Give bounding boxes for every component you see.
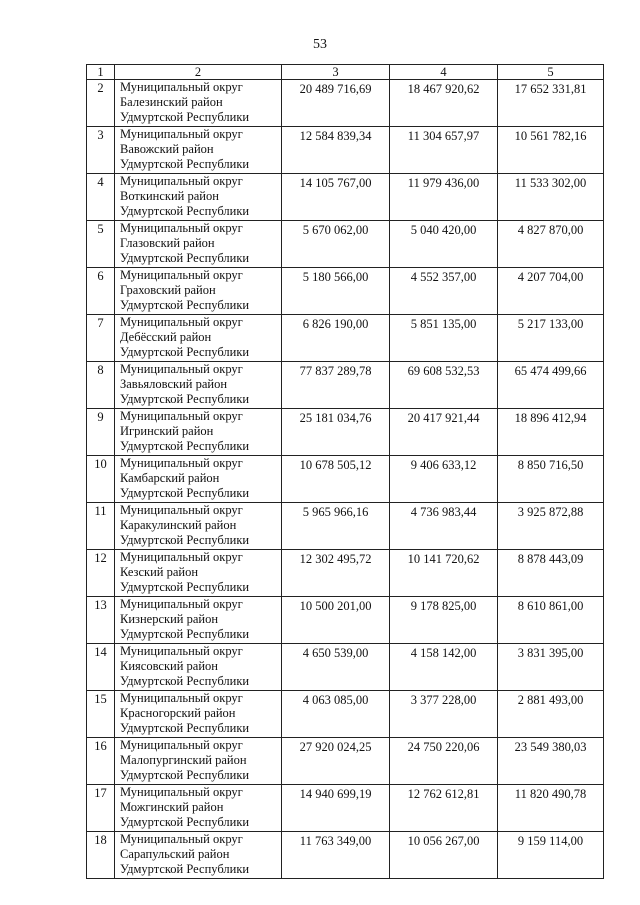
row-number: 3 xyxy=(87,127,115,174)
municipality-name-line: Удмуртской Республики xyxy=(120,627,250,641)
municipality-name-line: Удмуртской Республики xyxy=(120,862,250,876)
budget-table xyxy=(86,64,604,879)
column-header: 3 xyxy=(282,65,390,80)
amount-cell-col4: 11 304 657,97 xyxy=(390,127,498,174)
municipality-name-line: Вавожский район xyxy=(120,142,214,156)
municipality-name-line: Муниципальный округ xyxy=(120,691,243,705)
amount-cell-col5: 18 896 412,94 xyxy=(498,409,604,456)
amount-cell-col3: 12 584 839,34 xyxy=(282,127,390,174)
municipality-name-line: Кизнерский район xyxy=(120,612,219,626)
row-number: 13 xyxy=(87,597,115,644)
table-row xyxy=(87,644,604,691)
municipality-name-cell xyxy=(115,550,282,597)
municipality-name-line: Кезский район xyxy=(120,565,199,579)
amount-cell-col3: 27 920 024,25 xyxy=(282,738,390,785)
table-row xyxy=(87,785,604,832)
municipality-name-cell xyxy=(115,785,282,832)
municipality-name-line: Удмуртской Республики xyxy=(120,533,250,547)
municipality-name-line: Удмуртской Республики xyxy=(120,157,250,171)
table-row xyxy=(87,738,604,785)
column-header: 4 xyxy=(390,65,498,80)
amount-cell-col5: 3 925 872,88 xyxy=(498,503,604,550)
amount-cell-col4: 9 406 633,12 xyxy=(390,456,498,503)
amount-cell-col3: 5 670 062,00 xyxy=(282,221,390,268)
row-number: 11 xyxy=(87,503,115,550)
municipality-name-line: Удмуртской Республики xyxy=(120,298,250,312)
amount-cell-col4: 10 056 267,00 xyxy=(390,832,498,879)
amount-cell-col4: 18 467 920,62 xyxy=(390,80,498,127)
municipality-name-line: Муниципальный округ xyxy=(120,127,243,141)
amount-cell-col4: 4 552 357,00 xyxy=(390,268,498,315)
amount-cell-col4: 11 979 436,00 xyxy=(390,174,498,221)
municipality-name-line: Завьяловский район xyxy=(120,377,228,391)
municipality-name-line: Глазовский район xyxy=(120,236,215,250)
amount-cell-col3: 25 181 034,76 xyxy=(282,409,390,456)
municipality-name-line: Муниципальный округ xyxy=(120,409,243,423)
amount-cell-col5: 10 561 782,16 xyxy=(498,127,604,174)
municipality-name-cell xyxy=(115,738,282,785)
municipality-name-cell xyxy=(115,832,282,879)
table-row xyxy=(87,315,604,362)
amount-cell-col4: 4 736 983,44 xyxy=(390,503,498,550)
amount-cell-col5: 5 217 133,00 xyxy=(498,315,604,362)
amount-cell-col3: 14 105 767,00 xyxy=(282,174,390,221)
amount-cell-col4: 5 040 420,00 xyxy=(390,221,498,268)
row-number: 14 xyxy=(87,644,115,691)
amount-cell-col3: 6 826 190,00 xyxy=(282,315,390,362)
municipality-name-line: Камбарский район xyxy=(120,471,220,485)
row-number: 18 xyxy=(87,832,115,879)
municipality-name-line: Удмуртской Республики xyxy=(120,486,250,500)
table-row xyxy=(87,80,604,127)
page-number: 53 xyxy=(313,37,327,52)
amount-cell-col4: 3 377 228,00 xyxy=(390,691,498,738)
municipality-name-cell xyxy=(115,409,282,456)
table-row xyxy=(87,456,604,503)
municipality-name-line: Каракулинский район xyxy=(120,518,237,532)
amount-cell-col5: 8 850 716,50 xyxy=(498,456,604,503)
amount-cell-col4: 69 608 532,53 xyxy=(390,362,498,409)
municipality-name-cell xyxy=(115,691,282,738)
municipality-name-line: Удмуртской Республики xyxy=(120,439,250,453)
row-number: 2 xyxy=(87,80,115,127)
amount-cell-col3: 10 500 201,00 xyxy=(282,597,390,644)
amount-cell-col3: 14 940 699,19 xyxy=(282,785,390,832)
row-number: 12 xyxy=(87,550,115,597)
municipality-name-line: Сарапульский район xyxy=(120,847,230,861)
amount-cell-col5: 8 610 861,00 xyxy=(498,597,604,644)
amount-cell-col5: 17 652 331,81 xyxy=(498,80,604,127)
municipality-name-cell xyxy=(115,174,282,221)
amount-cell-col3: 10 678 505,12 xyxy=(282,456,390,503)
amount-cell-col4: 9 178 825,00 xyxy=(390,597,498,644)
municipality-name-cell xyxy=(115,503,282,550)
municipality-name-line: Муниципальный округ xyxy=(120,832,243,846)
municipality-name-line: Муниципальный округ xyxy=(120,456,243,470)
municipality-name-line: Игринский район xyxy=(120,424,214,438)
amount-cell-col3: 4 650 539,00 xyxy=(282,644,390,691)
table-row xyxy=(87,597,604,644)
municipality-name-cell xyxy=(115,315,282,362)
municipality-name-line: Муниципальный округ xyxy=(120,550,243,564)
municipality-name-line: Удмуртской Республики xyxy=(120,768,250,782)
municipality-name-line: Муниципальный округ xyxy=(120,785,243,799)
amount-cell-col3: 11 763 349,00 xyxy=(282,832,390,879)
municipality-name-line: Муниципальный округ xyxy=(120,268,243,282)
municipality-name-line: Красногорский район xyxy=(120,706,236,720)
amount-cell-col5: 8 878 443,09 xyxy=(498,550,604,597)
municipality-name-line: Балезинский район xyxy=(120,95,223,109)
row-number: 17 xyxy=(87,785,115,832)
municipality-name-line: Муниципальный округ xyxy=(120,174,243,188)
amount-cell-col4: 20 417 921,44 xyxy=(390,409,498,456)
table-row xyxy=(87,221,604,268)
table-row xyxy=(87,268,604,315)
municipality-name-line: Удмуртской Республики xyxy=(120,721,250,735)
column-header: 2 xyxy=(115,65,282,80)
municipality-name-line: Удмуртской Республики xyxy=(120,204,250,218)
municipality-name-line: Дебёсский район xyxy=(120,330,212,344)
municipality-name-line: Удмуртской Республики xyxy=(120,392,250,406)
amount-cell-col4: 4 158 142,00 xyxy=(390,644,498,691)
municipality-name-cell xyxy=(115,456,282,503)
municipality-name-line: Удмуртской Республики xyxy=(120,110,250,124)
municipality-name-line: Муниципальный округ xyxy=(120,738,243,752)
municipality-name-line: Удмуртской Республики xyxy=(120,345,250,359)
municipality-name-cell xyxy=(115,80,282,127)
amount-cell-col5: 65 474 499,66 xyxy=(498,362,604,409)
table-row xyxy=(87,832,604,879)
table-body xyxy=(87,65,604,879)
amount-cell-col3: 5 965 966,16 xyxy=(282,503,390,550)
row-number: 4 xyxy=(87,174,115,221)
amount-cell-col3: 20 489 716,69 xyxy=(282,80,390,127)
amount-cell-col3: 12 302 495,72 xyxy=(282,550,390,597)
table-row xyxy=(87,174,604,221)
amount-cell-col4: 24 750 220,06 xyxy=(390,738,498,785)
table-row xyxy=(87,362,604,409)
row-number: 6 xyxy=(87,268,115,315)
amount-cell-col4: 12 762 612,81 xyxy=(390,785,498,832)
column-header: 5 xyxy=(498,65,604,80)
municipality-name-line: Удмуртской Республики xyxy=(120,674,250,688)
municipality-name-cell xyxy=(115,644,282,691)
municipality-name-cell xyxy=(115,362,282,409)
municipality-name-line: Муниципальный округ xyxy=(120,315,243,329)
table-header-row xyxy=(87,65,604,80)
municipality-name-line: Удмуртской Республики xyxy=(120,251,250,265)
amount-cell-col5: 2 881 493,00 xyxy=(498,691,604,738)
municipality-name-cell xyxy=(115,127,282,174)
amount-cell-col5: 3 831 395,00 xyxy=(498,644,604,691)
row-number: 7 xyxy=(87,315,115,362)
municipality-name-cell xyxy=(115,221,282,268)
municipality-name-line: Муниципальный округ xyxy=(120,597,243,611)
municipality-name-line: Муниципальный округ xyxy=(120,362,243,376)
row-number: 10 xyxy=(87,456,115,503)
municipality-name-line: Можгинский район xyxy=(120,800,224,814)
column-header: 1 xyxy=(87,65,115,80)
amount-cell-col4: 10 141 720,62 xyxy=(390,550,498,597)
amount-cell-col5: 11 533 302,00 xyxy=(498,174,604,221)
row-number: 15 xyxy=(87,691,115,738)
amount-cell-col5: 23 549 380,03 xyxy=(498,738,604,785)
municipality-name-line: Воткинский район xyxy=(120,189,219,203)
amount-cell-col5: 4 827 870,00 xyxy=(498,221,604,268)
amount-cell-col4: 5 851 135,00 xyxy=(390,315,498,362)
municipality-name-cell xyxy=(115,268,282,315)
table-row xyxy=(87,550,604,597)
row-number: 5 xyxy=(87,221,115,268)
table-row xyxy=(87,691,604,738)
row-number: 16 xyxy=(87,738,115,785)
municipality-name-line: Малопургинский район xyxy=(120,753,247,767)
row-number: 9 xyxy=(87,409,115,456)
municipality-name-line: Муниципальный округ xyxy=(120,503,243,517)
amount-cell-col5: 11 820 490,78 xyxy=(498,785,604,832)
municipality-name-line: Киясовский район xyxy=(120,659,218,673)
amount-cell-col5: 4 207 704,00 xyxy=(498,268,604,315)
municipality-name-line: Граховский район xyxy=(120,283,216,297)
municipality-name-cell xyxy=(115,597,282,644)
municipality-name-line: Муниципальный округ xyxy=(120,221,243,235)
row-number: 8 xyxy=(87,362,115,409)
table-row xyxy=(87,503,604,550)
table-row xyxy=(87,127,604,174)
amount-cell-col3: 5 180 566,00 xyxy=(282,268,390,315)
municipality-name-line: Муниципальный округ xyxy=(120,80,243,94)
amount-cell-col3: 4 063 085,00 xyxy=(282,691,390,738)
municipality-name-line: Удмуртской Республики xyxy=(120,580,250,594)
municipality-name-line: Удмуртской Республики xyxy=(120,815,250,829)
table-row xyxy=(87,409,604,456)
amount-cell-col5: 9 159 114,00 xyxy=(498,832,604,879)
municipality-name-line: Муниципальный округ xyxy=(120,644,243,658)
amount-cell-col3: 77 837 289,78 xyxy=(282,362,390,409)
